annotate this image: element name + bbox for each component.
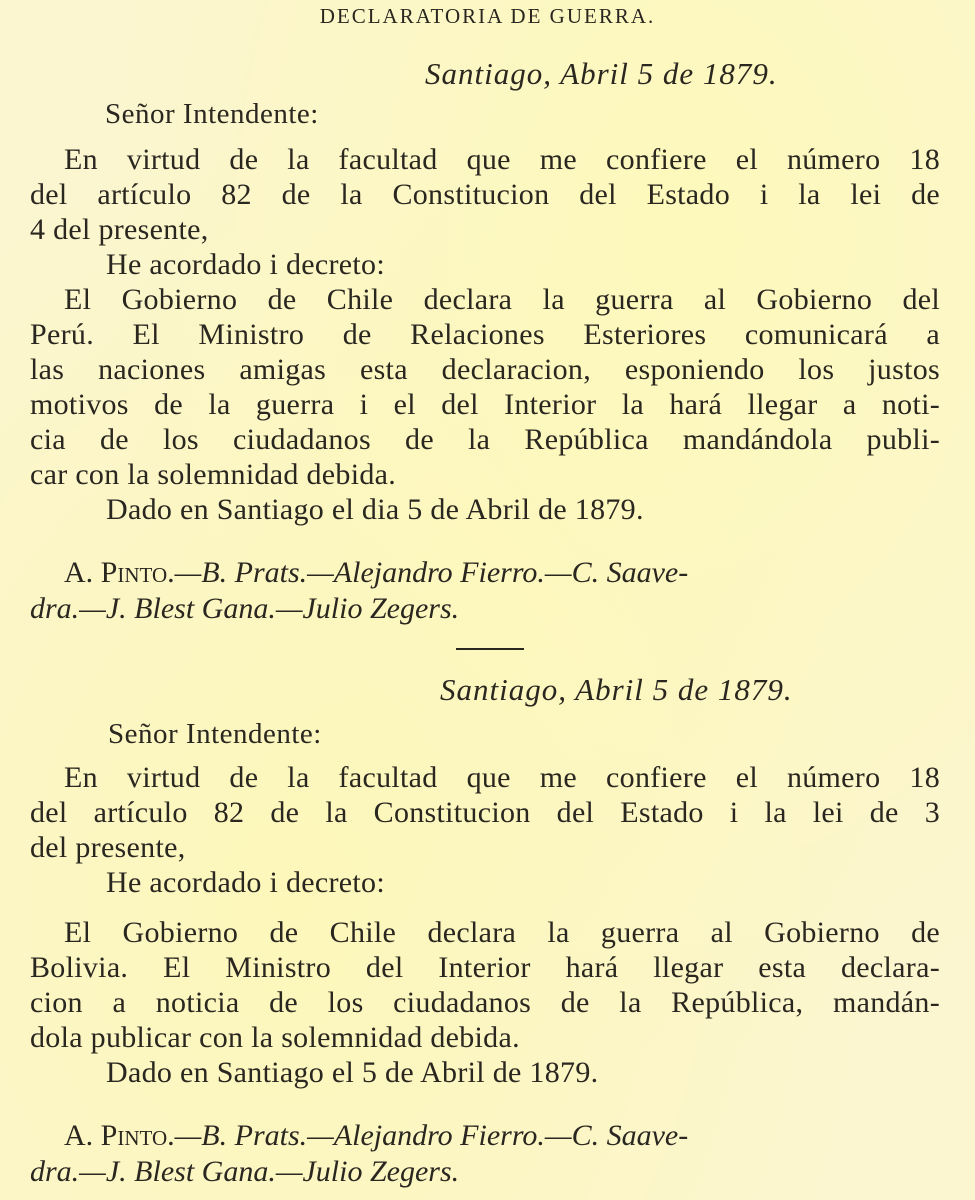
decree-1-body-line: cia de los ciudadanos de la República mandándola publi- [30,423,940,456]
decree-1-signature-ministers: —B. Prats.—Alejandro Fierro.—C. Saave- [174,556,689,589]
decree-2-body-line: dola publicar con la solemnidad debida. [30,1021,520,1054]
decree-2-resolution: He acordado i decreto: [106,866,385,899]
decree-2-date: Santiago, Abril 5 de 1879. [440,672,793,707]
document-title: DECLARATORIA DE GUERRA. [319,4,656,28]
decree-1-preamble-line: 4 del presente, [30,213,209,246]
decree-1-preamble-line: del artículo 82 de la Constitucion del Estado i la lei de [30,178,940,211]
decree-1-given: Dado en Santiago el dia 5 de Abril de 1879. [106,493,644,526]
decree-2-preamble-line: del presente, [30,831,186,864]
decree-1-body-line: car con la solemnidad debida. [30,458,397,491]
decree-1-body-line: las naciones amigas esta declaracion, esponiendo los justos [30,353,940,386]
decree-2-body-line: El Gobierno de Chile declara la guerra al Gobierno de [64,916,940,949]
decree-2-body [30,915,940,1090]
decree-1-signature-line [30,555,940,591]
decree-2-given: Dado en Santiago el 5 de Abril de 1879. [106,1056,599,1089]
decree-1-date: Santiago, Abril 5 de 1879. [425,56,778,91]
decree-1-body-line: El Gobierno de Chile declara la guerra al Gobierno del [64,283,940,316]
section-divider [456,648,524,650]
decree-1-signatures [30,555,940,627]
decree-1-body-line: motivos de la guerra i el del Interior la hará llegar a noti- [30,388,940,421]
decree-1-preamble [30,142,940,527]
decree-2-signatures [30,1118,940,1190]
decree-2-preamble [30,760,940,900]
decree-1-salutation: Señor Intendente: [105,98,319,130]
decree-2-signature-line [30,1118,940,1154]
decree-2-preamble-line: del artículo 82 de la Constitucion del Estado i la lei de 3 [30,796,940,829]
decree-2-body-line: Bolivia. El Ministro del Interior hará llegar esta declara- [30,951,940,984]
decree-1-signature-pinto: A. Pinto. [64,556,175,589]
decree-1-body-line: Perú. El Ministro de Relaciones Esteriores comunicará a [30,318,940,351]
decree-2-signature-line-2: dra.—J. Blest Gana.—Julio Zegers. [30,1155,460,1188]
decree-2-signature-pinto: A. Pinto. [64,1119,175,1152]
decree-1-resolution: He acordado i decreto: [106,248,385,281]
decree-2-body-line: cion a noticia de los ciudadanos de la República, mandán- [30,986,940,1019]
decree-2-signature-ministers: —B. Prats.—Alejandro Fierro.—C. Saave- [174,1119,689,1152]
decree-2-preamble-line: En virtud de la facultad que me confiere el número 18 [64,761,940,794]
decree-1-preamble-line: En virtud de la facultad que me confiere el número 18 [64,143,940,176]
decree-1-signature-line-2: dra.—J. Blest Gana.—Julio Zegers. [30,592,460,625]
decree-2-salutation: Señor Intendente: [108,718,322,750]
